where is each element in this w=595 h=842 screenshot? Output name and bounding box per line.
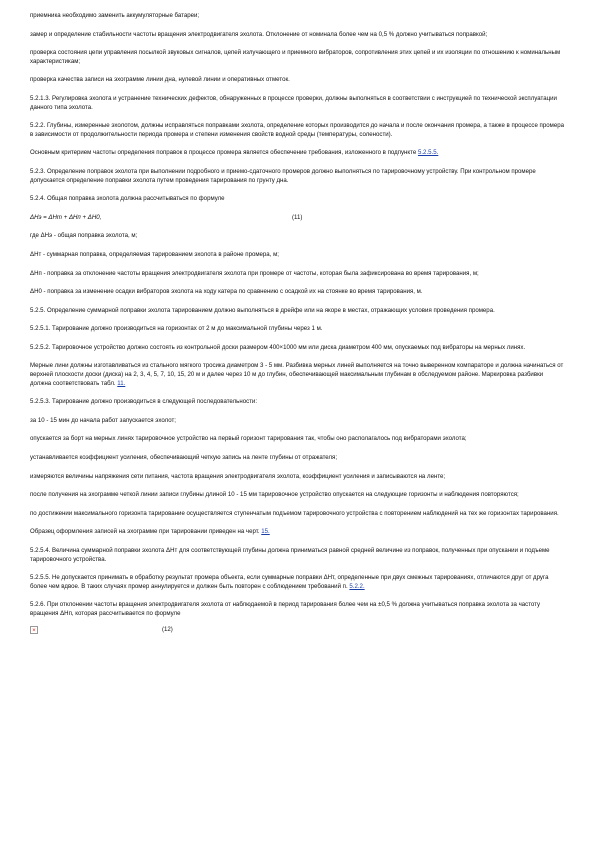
broken-image-icon: × <box>30 626 38 634</box>
paragraph: проверка состояния цепи управления посылкой звуковых сигналов, цепей излучающего и приемного вибраторов, сопротивления этих цепей и их изоляции по отношению к номинальным характеристикам; <box>30 49 561 65</box>
formula-number: (11) <box>292 213 303 221</box>
paragraph: по достижении максимального горизонта тарирование осуществляется ступенчатым подъемом тарировочного устройства с повторением наблюдений на тех же горизонтах тарирования. <box>30 509 559 517</box>
paragraph: 5.2.2. Глубины, измеренные эхолотом, должны исправляться поправками эхолота, определение которых производится до начала и после окончания промера, а также в процессе промера в зависимости от продолжительности периода промера и степени изменения свойств водной среды (температуры, солености). <box>30 122 564 138</box>
formula-row-12 <box>30 626 565 635</box>
paragraph-text: Мерные лини должны изготавливаться из стального мягкого тросика диаметром 3 - 5 мм. Разбивка мерных линей выполняется на точно выверенном компараторе и должна начинаться от верхней плоскости доски (диска) на 2, 3, 4, 5, 7, 10, 15, 20 м и далее через 10 м до глубин, обеспечивающей максимальным глубинам в обследуемом районе. Маркировка разбивки должна соответствовать табл. <box>30 362 564 387</box>
link-5-2-5-5[interactable]: 5.2.5.5. <box>417 149 439 157</box>
paragraph <box>30 362 565 388</box>
paragraph <box>30 149 565 158</box>
paragraph: 5.2.6. При отклонении частоты вращения электродвигателя эхолота от наблюдаемой в период тарирования более чем на ±0,5 % должна учитываться поправка эхолота за частоту вращения ΔHп, которая рассчитывается по формуле <box>30 601 541 617</box>
paragraph-text: Основным критерием частоты определения поправок в процессе промера является обеспечение требования, изложенного в подпункте <box>30 149 417 157</box>
paragraph: замер и определение стабильности частоты вращения электродвигателя эхолота. Отклонение от номинала более чем на 0,5 % должно учитываться поправкой; <box>30 30 488 38</box>
paragraph <box>30 528 565 537</box>
paragraph: измеряются величины напряжения сети питания, частота вращения электродвигателя эхолота, коэффициент усиления и записываются на ленте; <box>30 472 446 480</box>
formula-number: (12) <box>162 625 173 633</box>
formula-row <box>30 214 565 223</box>
paragraph: где ΔHэ - общая поправка эхолота, м; <box>30 232 138 240</box>
paragraph: 5.2.5.1. Тарирование должно производиться на горизонтах от 2 м до максимальной глубины через 1 м. <box>30 325 323 333</box>
paragraph <box>30 574 565 591</box>
paragraph: ΔH0 - поправка за изменение осадки вибраторов эхолота на ходу катера по сравнению с осадкой их на стоянке во время тарирования, м. <box>30 288 423 296</box>
paragraph: 5.2.5.3. Тарирование должно производиться в следующей последовательности: <box>30 398 258 406</box>
paragraph: 5.2.4. Общая поправка эхолота должна рассчитываться по формуле <box>30 195 225 203</box>
paragraph: 5.2.3. Определение поправок эхолота при выполнении подробного и приемо-сдаточного промеров должно выполняться по тарировочному устройству. При контрольном промере допускается определение поправки эхолота путем проведения тарирования по грунту дна. <box>30 167 536 184</box>
paragraph: после получения на эхограмме четкой линии записи глубины длиной 10 - 15 мм тарировочное устройство опускается на следующие горизонты и наблюдения повторяются; <box>30 491 519 499</box>
paragraph: приемника необходимо заменить аккумуляторные батареи; <box>30 12 200 19</box>
formula: ΔHэ = ΔHт + ΔHп + ΔH0, <box>30 213 102 221</box>
paragraph: 5.2.5.4. Величина суммарной поправки эхолота ΔHт для соответствующей глубины должна приниматься равной средней величине из поправок, полученных при опускании и подъеме тарировочного устройства. <box>30 547 550 563</box>
paragraph: 5.2.5.2. Тарировочное устройство должно состоять из контрольной доски размером 400×1000 мм или диска диаметром 400 мм, опускаемых под вибраторы на мерных линях. <box>30 343 526 351</box>
link-5-2-2[interactable]: 5.2.2. <box>349 582 365 590</box>
paragraph: опускается за борт на мерных линях тарировочное устройство на первый горизонт тарирования так, чтобы оно располагалось под вибраторами эхолота; <box>30 435 467 443</box>
paragraph: ΔHт - суммарная поправка, определяемая тарированием эхолота в районе промера, м; <box>30 250 279 258</box>
paragraph-text: 5.2.5.5. Не допускается принимать в обработку результат промера объекта, если суммарные поправки ΔHт, определенные при двух смежных тарированиях, отличаются друг от друга более чем вдвое. В таких случаях промер аннулируется и должен быть повторен с соблюдением требований п. <box>30 574 549 590</box>
link-table-11[interactable]: 11. <box>117 379 126 387</box>
paragraph: за 10 - 15 мин до начала работ запускается эхолот; <box>30 416 176 424</box>
paragraph-text: Образец оформления записей на эхограмме при тарировании приведен на черт. <box>30 528 260 536</box>
paragraph: ΔHп - поправка за отклонение частоты вращения электродвигателя эхолота при промере от частоты, которая была зафиксирована во время тарирования, м; <box>30 269 479 277</box>
paragraph: проверка качества записи на эхограмме линии дна, нулевой линии и оперативных отметок. <box>30 76 290 84</box>
paragraph: устанавливается коэффициент усиления, обеспечивающий четкую запись на ленте глубины от отражателя; <box>30 454 338 462</box>
paragraph: 5.2.5. Определение суммарной поправки эхолота тарированием должно выполняться в дрейфе или на якоре в местах, отражающих условия проведения промера. <box>30 306 495 314</box>
link-figure-15[interactable]: 15. <box>261 528 270 536</box>
paragraph: 5.2.1.3. Регулировка эхолота и устранение технических дефектов, обнаруженных в процессе проверки, должны выполняться в соответствии с инструкцией по технической эксплуатации данного типа эхолота. <box>30 94 557 111</box>
